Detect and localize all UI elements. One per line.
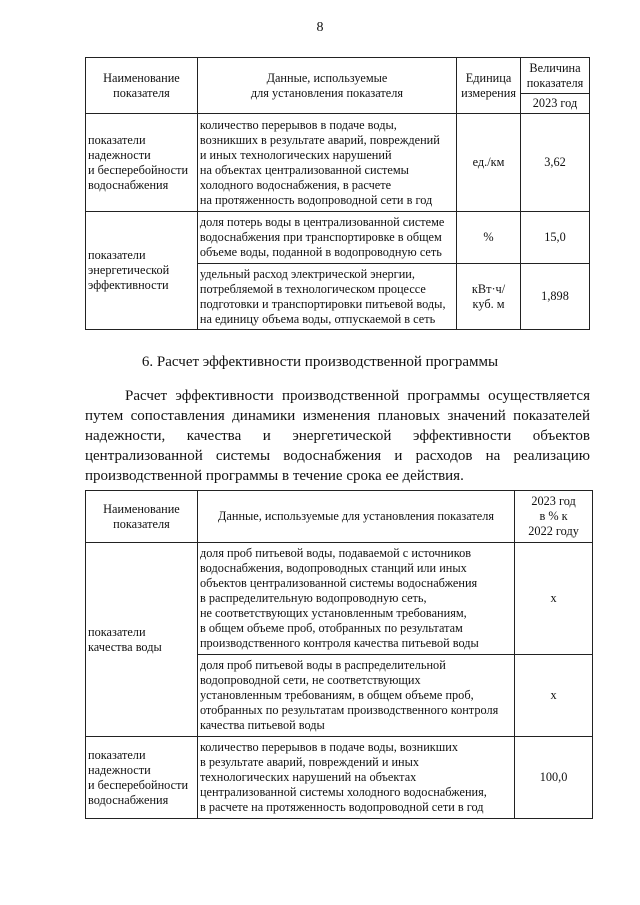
page-number: 8: [316, 20, 324, 35]
indicators-table: [85, 57, 590, 330]
indicator-name-cell: [86, 737, 198, 819]
header-year-cell: 2023 год: [521, 94, 590, 114]
text-line: на протяженность водопроводной сети в год: [199, 192, 433, 207]
text-line: подготовки и транспортировки питьевой воды,: [199, 296, 446, 311]
value-cell: 100,0: [515, 737, 593, 819]
section-title: 6. Расчет эффективности производственной программы: [141, 354, 499, 370]
table-row: [86, 114, 590, 212]
text-line: ед./км: [472, 155, 505, 169]
indicator-name-cell: [86, 543, 198, 737]
header-value-line: 2023 год: [531, 494, 576, 508]
header-name-cell: [86, 491, 198, 543]
text-line: показатели: [88, 747, 146, 762]
header-name-cell: [86, 58, 198, 114]
text-line: отобранных по результатам производственного контроля: [199, 703, 499, 717]
text-line: эффективности: [88, 278, 169, 292]
text-line: водоснабжения: [88, 177, 169, 192]
indicator-data-cell: [197, 212, 456, 264]
text-line: доля потерь воды в централизованной системе: [199, 215, 445, 229]
text-line: в расчете на протяженность водопроводной сети в год: [199, 800, 484, 814]
header-unit-cell: [457, 58, 521, 114]
text-line: холодного водоснабжения, в расчете: [199, 177, 392, 192]
indicator-data-cell: [197, 264, 456, 330]
header-value-cell: [521, 58, 590, 94]
unit-cell: [457, 264, 521, 330]
text-line: надежности: [88, 762, 151, 777]
value-cell: х: [515, 655, 593, 737]
value-cell: 15,0: [521, 212, 590, 264]
indicator-data-cell: [197, 114, 456, 212]
text-line: показатели: [88, 132, 146, 147]
text-line: количество перерывов в подаче воды,: [199, 117, 397, 132]
text-line: надежности: [88, 147, 151, 162]
efficiency-table: [85, 490, 593, 819]
unit-cell: [457, 212, 521, 264]
text-line: удельный расход электрической энергии,: [199, 266, 415, 281]
indicator-name-cell: [86, 212, 198, 330]
text-line: и иных технологических нарушений: [199, 147, 392, 162]
indicator-data-cell: [197, 737, 514, 819]
body-paragraph: [85, 386, 590, 486]
text-line: показатели: [88, 248, 146, 262]
header-value-line: 2022 году: [528, 524, 579, 538]
header-data-line: для установления показателя: [250, 85, 404, 100]
text-line: качества питьевой воды: [199, 718, 325, 732]
text-line: количество перерывов в подаче воды, возникших: [199, 740, 458, 754]
header-name-line: Наименование: [103, 501, 180, 516]
text-line: в общем объеме проб, отобранных по результатам: [199, 621, 463, 635]
text-line: на объектах централизованной системы: [199, 162, 409, 177]
text-line: %: [483, 230, 494, 244]
text-line: доля проб питьевой воды, подаваемой с источников: [199, 546, 472, 560]
text-line: кВт·ч/: [471, 281, 506, 296]
text-line: производственного контроля качества питьевой воды: [199, 636, 479, 650]
header-data-cell: [197, 58, 456, 114]
text-line: объектов централизованной системы водоснабжения: [199, 576, 478, 590]
header-name-line: Наименование: [103, 70, 180, 85]
text-line: водоснабжения: [88, 792, 169, 807]
paragraph-line: централизованной системы водоснабжения и расходов на реализацию: [85, 448, 590, 464]
text-line: водоснабжения при транспортировке в общем: [199, 230, 442, 244]
text-line: установленным требованиям, в общем объеме проб,: [199, 688, 474, 702]
text-line: на единицу объема воды, отпускаемой в сеть: [199, 311, 436, 326]
unit-cell: [457, 114, 521, 212]
table-row: [86, 212, 590, 264]
text-line: возникших в результате аварий, повреждений: [199, 132, 440, 147]
header-unit-line: измерения: [461, 85, 516, 100]
header-data-cell: Данные, используемые для установления показателя: [197, 491, 514, 543]
paragraph-line: надежности, качества и энергетической эффективности объектов: [85, 428, 590, 444]
header-value-line: показателя: [526, 75, 584, 90]
text-line: не соответствующих установленным требованиям,: [199, 606, 467, 620]
value-cell: 3,62: [521, 114, 590, 212]
text-line: объеме воды, поданной в водопроводную сеть: [199, 245, 442, 259]
text-line: показатели: [88, 624, 146, 639]
text-line: куб. м: [472, 296, 505, 311]
indicator-name-cell: [86, 114, 198, 212]
header-value-line: Величина: [529, 60, 581, 75]
indicator-data-cell: [197, 655, 514, 737]
text-line: в результате аварий, повреждений и иных: [199, 755, 420, 769]
text-line: и бесперебойности: [88, 777, 189, 792]
value-cell: 1,898: [521, 264, 590, 330]
text-line: централизованной системы холодного водоснабжения,: [199, 785, 487, 799]
text-line: в распределительную водопроводную сеть,: [199, 591, 427, 605]
text-line: качества воды: [88, 639, 162, 654]
header-data-line: Данные, используемые: [266, 70, 388, 85]
text-line: и бесперебойности: [88, 162, 189, 177]
header-value-line: в % к: [539, 509, 568, 523]
text-line: технологических нарушений на объектах: [199, 770, 417, 784]
paragraph-line: Расчет эффективности производственной программы осуществляется: [125, 388, 590, 404]
indicator-data-cell: [197, 543, 514, 655]
header-value-cell: [515, 491, 593, 543]
paragraph-line: путем сопоставления динамики изменения плановых значений показателей: [85, 408, 590, 424]
header-name-line: показателя: [113, 85, 170, 100]
text-line: водоснабжения, водопроводных станций или иных: [199, 561, 467, 575]
value-cell: х: [515, 543, 593, 655]
text-line: потребляемой в технологическом процессе: [199, 281, 426, 296]
text-line: водопроводной сети, не соответствующих: [199, 673, 421, 687]
header-unit-line: Единица: [465, 70, 512, 85]
table-row: [86, 737, 593, 819]
text-line: энергетической: [88, 263, 170, 277]
text-line: доля проб питьевой воды в распределительной: [199, 658, 446, 672]
header-name-line: показателя: [113, 516, 170, 531]
paragraph-line: производственной программы в течение срока ее действия.: [85, 468, 464, 484]
table-row: [86, 543, 593, 655]
